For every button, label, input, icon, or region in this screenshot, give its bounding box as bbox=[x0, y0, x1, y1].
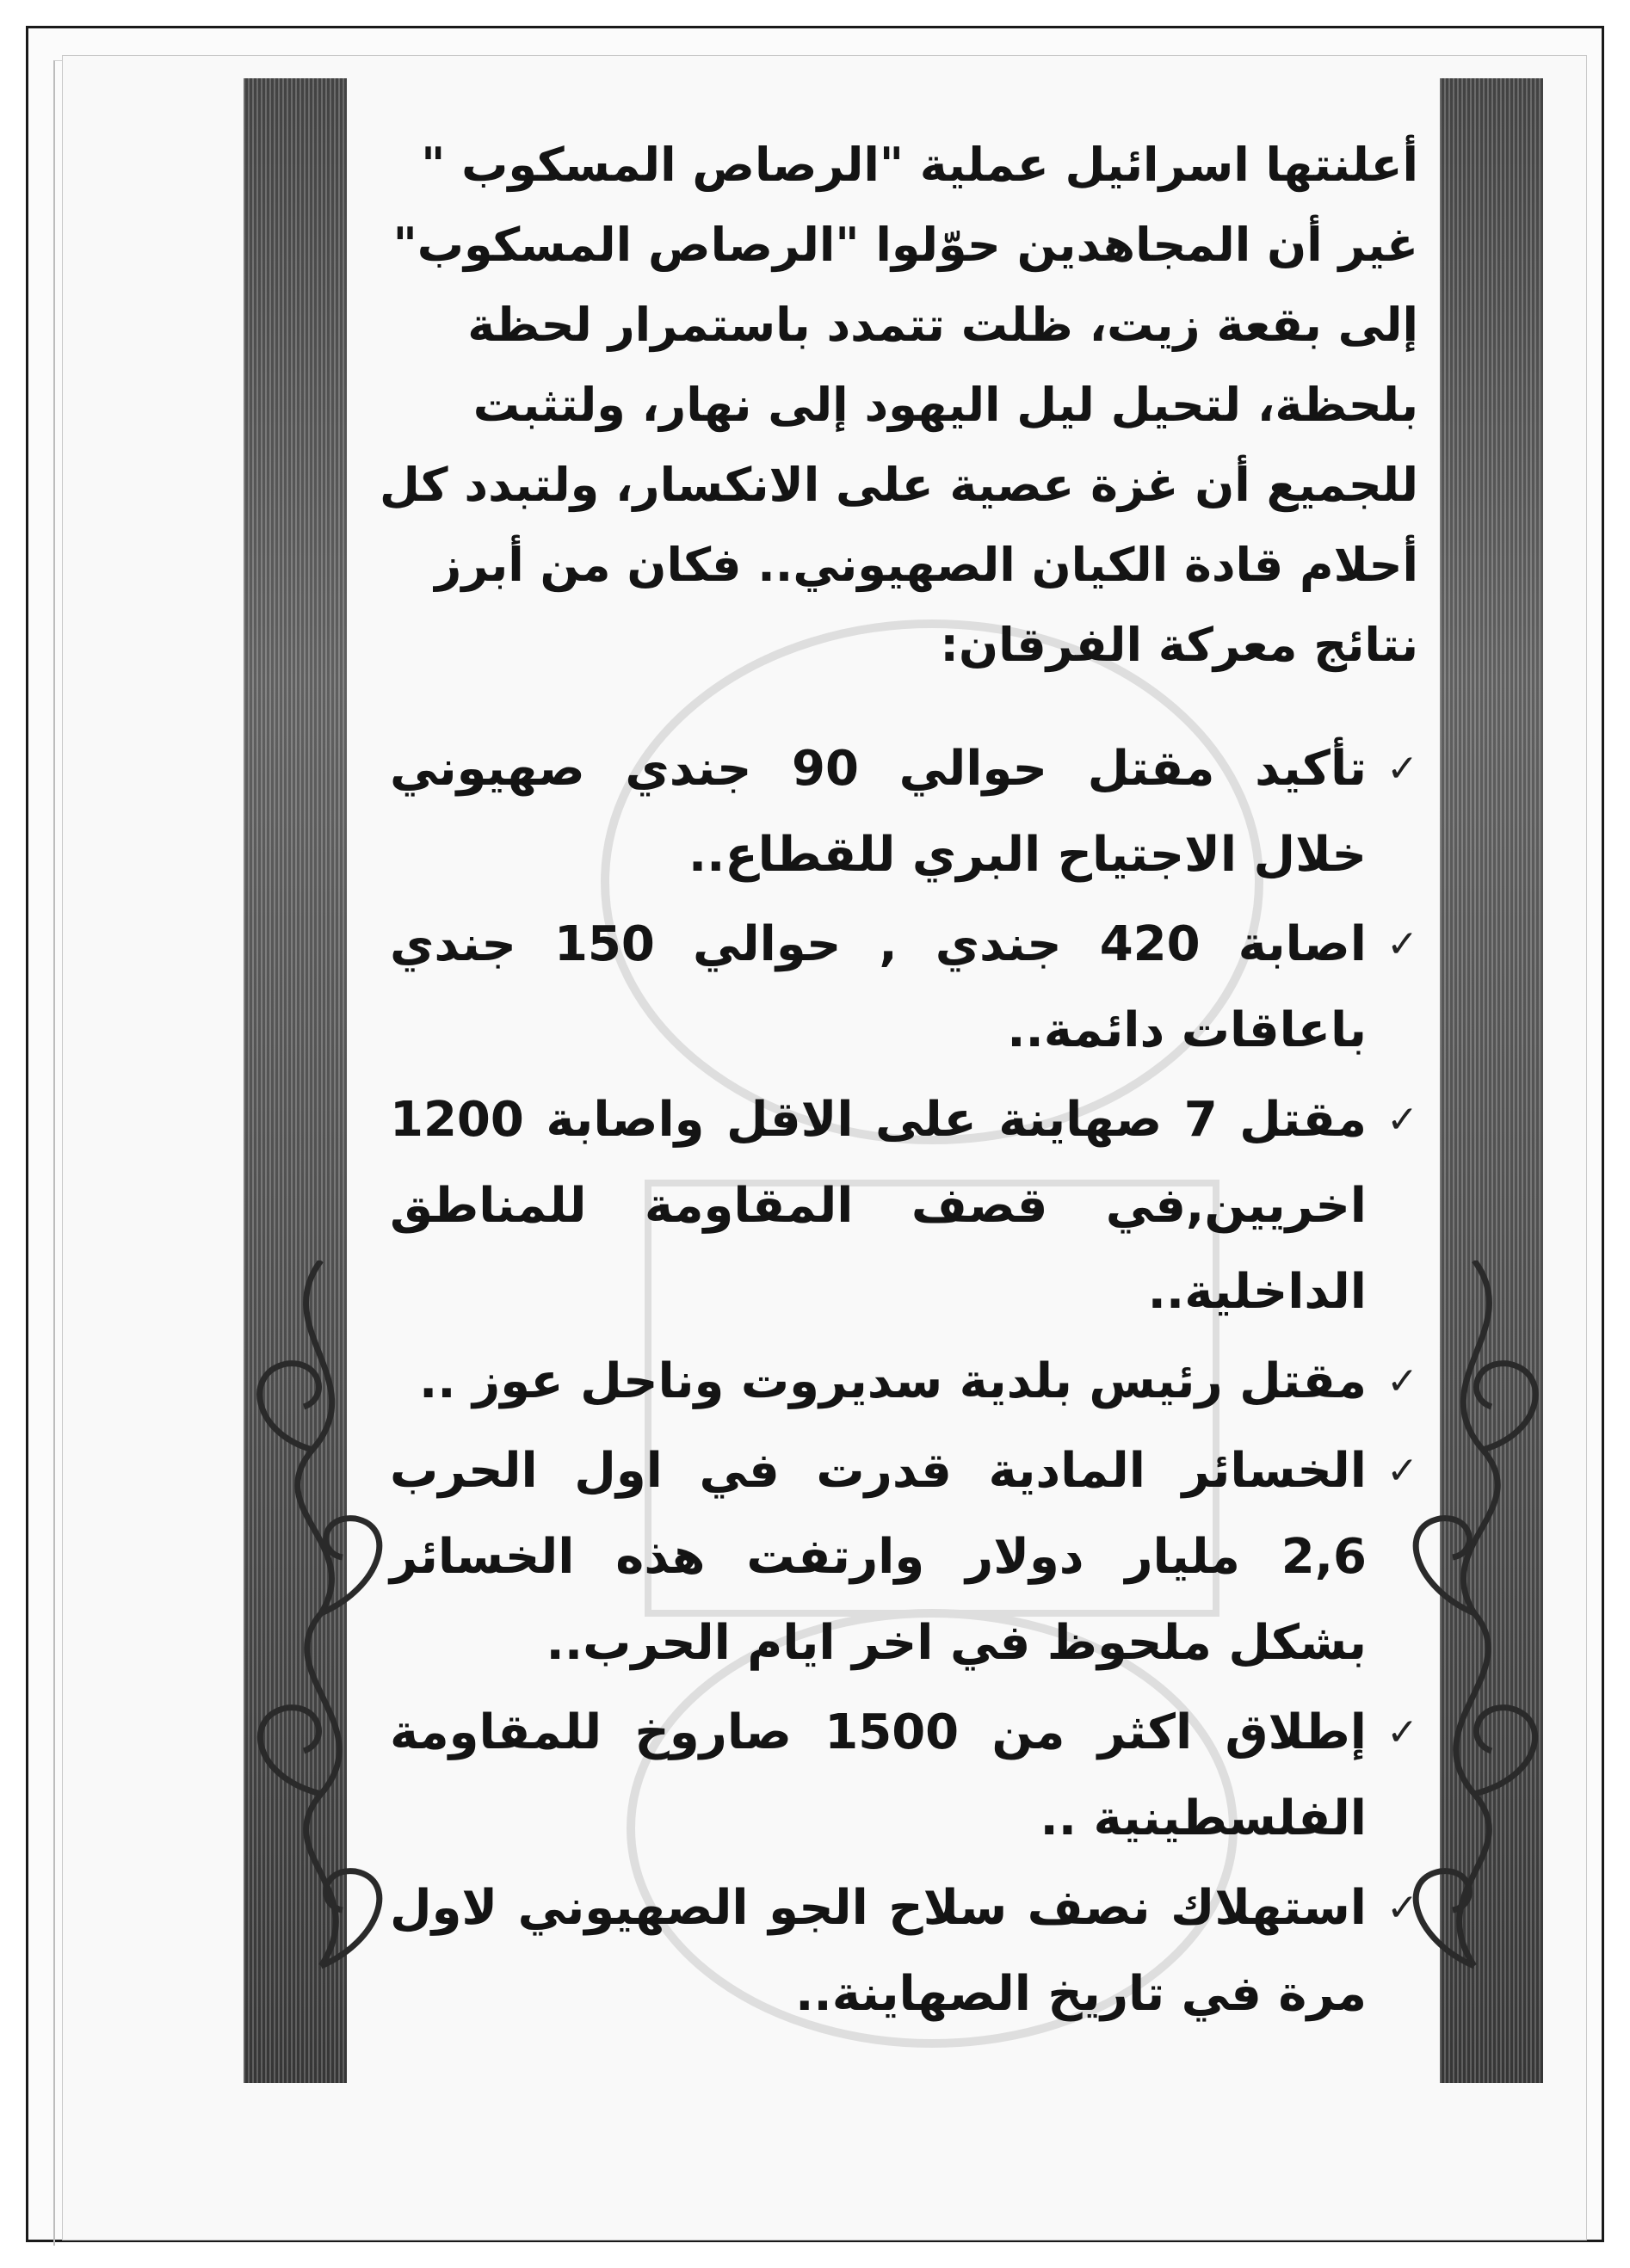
list-item bbox=[390, 1428, 1418, 1686]
checkmark-icon: ✓ bbox=[1386, 922, 1418, 966]
intro-line: أعلنتها اسرائيل عملية "الرصاص المسكوب " bbox=[421, 138, 1418, 192]
intro-line: إلى بقعة زيت، ظلت تتمدد باستمرار لحظة bbox=[467, 298, 1418, 352]
list-item-text: إطلاق اكثر من 1500 صاروخ للمقاومة الفلسطينية .. bbox=[390, 1704, 1367, 1846]
document-page bbox=[62, 55, 1587, 2240]
checkmark-icon: ✓ bbox=[1386, 1098, 1418, 1142]
list-item bbox=[390, 1339, 1418, 1425]
intro-line: للجميع أن غزة عصية على الانكسار، ولتبدد كل bbox=[379, 458, 1418, 512]
list-item-text: مقتل رئيس بلدية سديروت وناحل عوز .. bbox=[418, 1353, 1367, 1409]
checkmark-icon: ✓ bbox=[1386, 1359, 1418, 1403]
list-item-text: الخسائر المادية قدرت في اول الحرب 2,6 مليار دولار وارتفت هذه الخسائر بشكل ملحوظ في اخر ايام الحرب.. bbox=[390, 1443, 1367, 1671]
list-item bbox=[390, 1690, 1418, 1862]
article-body bbox=[379, 125, 1418, 2041]
checkmark-icon: ✓ bbox=[1386, 1710, 1418, 1754]
list-item bbox=[390, 902, 1418, 1074]
list-item-text: اصابة 420 جندي , حوالي 150 جندي باعاقات دائمة.. bbox=[390, 916, 1367, 1058]
intro-paragraph bbox=[379, 125, 1418, 685]
results-list bbox=[390, 726, 1418, 2037]
list-item bbox=[390, 1077, 1418, 1335]
list-item bbox=[390, 1865, 1418, 2037]
checkmark-icon: ✓ bbox=[1386, 1449, 1418, 1493]
list-item-text: تأكيد مقتل حوالي 90 جندي صهيوني خلال الاجتياح البري للقطاع.. bbox=[390, 741, 1367, 883]
intro-line: نتائج معركة الفرقان: bbox=[940, 618, 1418, 672]
intro-line: بلحظة، لتحيل ليل اليهود إلى نهار، ولتثبت bbox=[472, 378, 1418, 432]
list-item-text: استهلاك نصف سلاح الجو الصهيوني لاول مرة في تاريخ الصهاينة.. bbox=[390, 1880, 1367, 2022]
floral-ornament-left-icon bbox=[235, 1260, 407, 2035]
checkmark-icon: ✓ bbox=[1386, 1886, 1418, 1930]
intro-line: غير أن المجاهدين حوّلوا "الرصاص المسكوب" bbox=[392, 218, 1418, 272]
list-item-text: مقتل 7 صهاينة على الاقل واصابة 1200 اخريين,في قصف المقاومة للمناطق الداخلية.. bbox=[390, 1092, 1367, 1320]
list-item bbox=[390, 726, 1418, 898]
intro-line: أحلام قادة الكيان الصهيوني.. فكان من أبرز bbox=[435, 538, 1418, 592]
checkmark-icon: ✓ bbox=[1386, 747, 1418, 791]
